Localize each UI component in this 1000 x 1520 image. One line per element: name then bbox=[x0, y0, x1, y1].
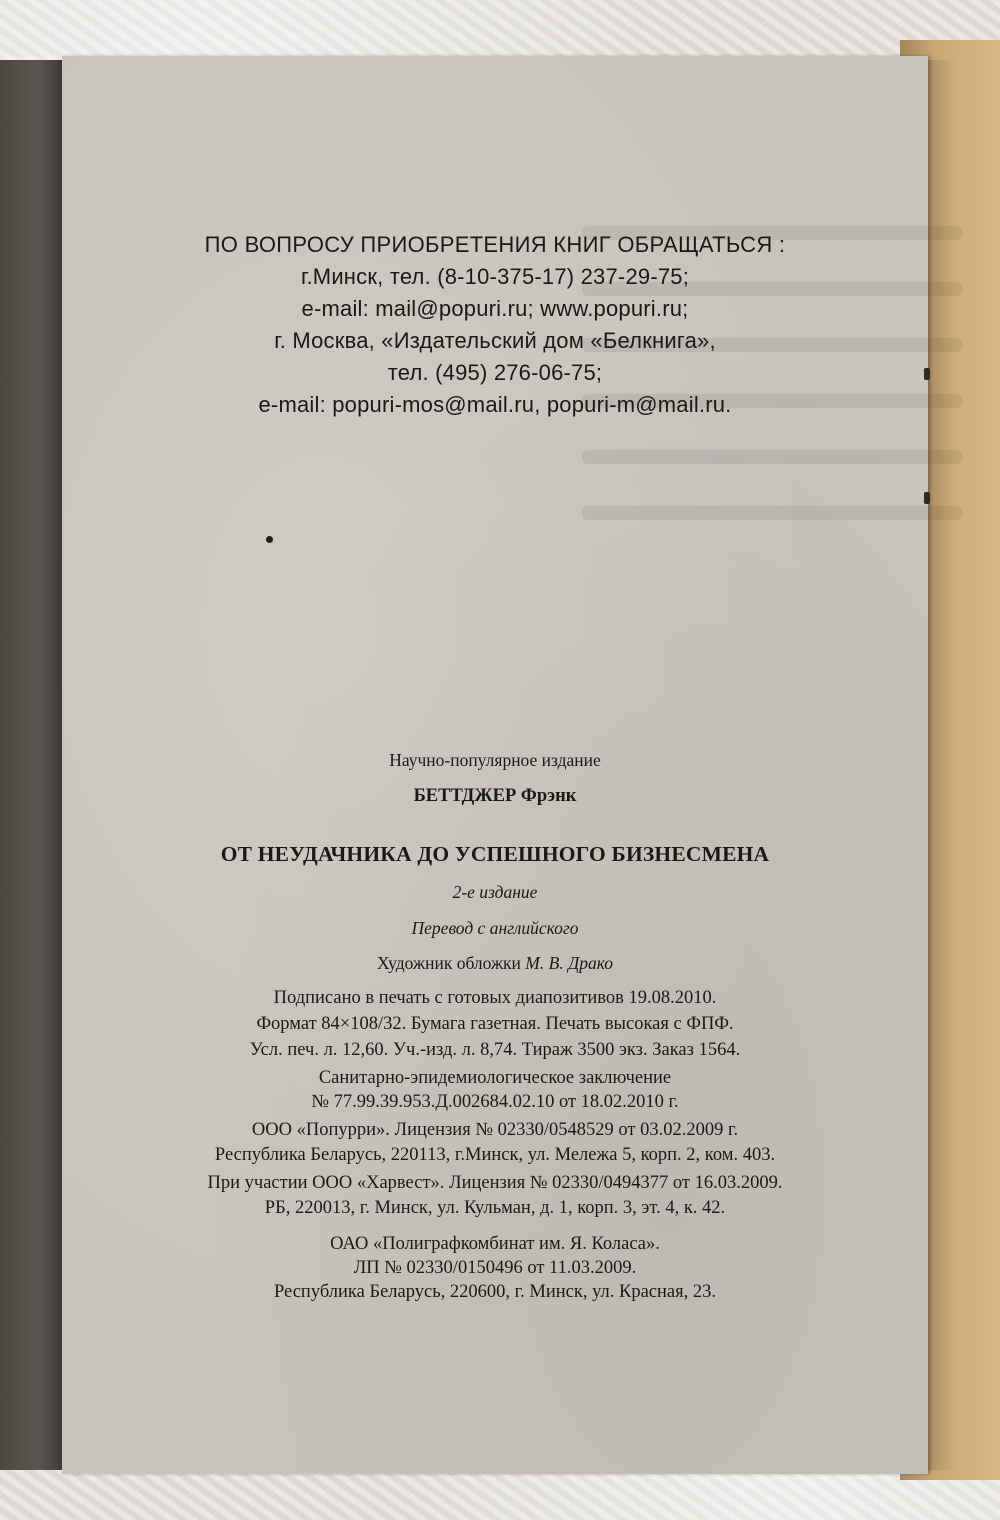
printer-line: ЛП № 02330/0150496 от 11.03.2009. bbox=[353, 1258, 637, 1278]
print-line: Подписано в печать с готовых диапозитивов 19.08.2010. bbox=[273, 988, 717, 1008]
edge-mark bbox=[924, 492, 930, 504]
illustrator bbox=[62, 953, 928, 974]
translation-note: Перевод с английского bbox=[411, 918, 579, 938]
contact-line-moscow: г. Москва, «Издательский дом «Белкнига», bbox=[274, 328, 716, 353]
contact-line-email-moscow: e-mail: popuri-mos@mail.ru, popuri-m@mail.ru. bbox=[258, 392, 732, 417]
sanitary-line: Санитарно-эпидемиологическое заключение bbox=[318, 1068, 672, 1088]
printer-line: Республика Беларусь, 220600, г. Минск, ул. Красная, 23. bbox=[273, 1282, 717, 1302]
author: БЕТТДЖЕР Фрэнк bbox=[413, 786, 577, 806]
sanitary-line: № 77.99.39.953.Д.002684.02.10 от 18.02.2010 г. bbox=[311, 1092, 679, 1112]
printer-line: ОАО «Полиграфкомбинат им. Я. Коласа». bbox=[330, 1234, 660, 1254]
partner-line: РБ, 220013, г. Минск, ул. Кульман, д. 1, корп. 3, эт. 4, к. 42. bbox=[264, 1198, 726, 1218]
contact-heading: ПО ВОПРОСУ ПРИОБРЕТЕНИЯ КНИГ ОБРАЩАТЬСЯ : bbox=[204, 232, 786, 257]
partner-line: При участии ООО «Харвест». Лицензия № 02330/0494377 от 16.03.2009. bbox=[207, 1173, 783, 1193]
illustrator-name: М. В. Драко bbox=[525, 953, 613, 973]
contact-line-phone: тел. (495) 276-06-75; bbox=[387, 360, 603, 385]
publisher-line: Республика Беларусь, 220113, г.Минск, ул. Мележа 5, корп. 2, ком. 403. bbox=[214, 1145, 776, 1165]
contact-line-email: e-mail: mail@popuri.ru; www.popuri.ru; bbox=[301, 296, 689, 321]
edition-type: Научно-популярное издание bbox=[389, 750, 601, 770]
illustrator-label: Художник обложки bbox=[377, 953, 521, 973]
ink-dot bbox=[266, 536, 273, 543]
edition: 2-е издание bbox=[452, 882, 538, 902]
print-line: Усл. печ. л. 12,60. Уч.-изд. л. 8,74. Тираж 3500 экз. Заказ 1564. bbox=[249, 1040, 741, 1060]
book-title: ОТ НЕУДАЧНИКА ДО УСПЕШНОГО БИЗНЕСМЕНА bbox=[220, 842, 770, 866]
publisher-line: ООО «Попурри». Лицензия № 02330/0548529 от 03.02.2009 г. bbox=[251, 1120, 739, 1140]
contact-line-minsk: г.Минск, тел. (8-10-375-17) 237-29-75; bbox=[300, 264, 690, 289]
print-line: Формат 84×108/32. Бумага газетная. Печать высокая с ФПФ. bbox=[256, 1014, 734, 1034]
book-spine bbox=[0, 60, 64, 1470]
